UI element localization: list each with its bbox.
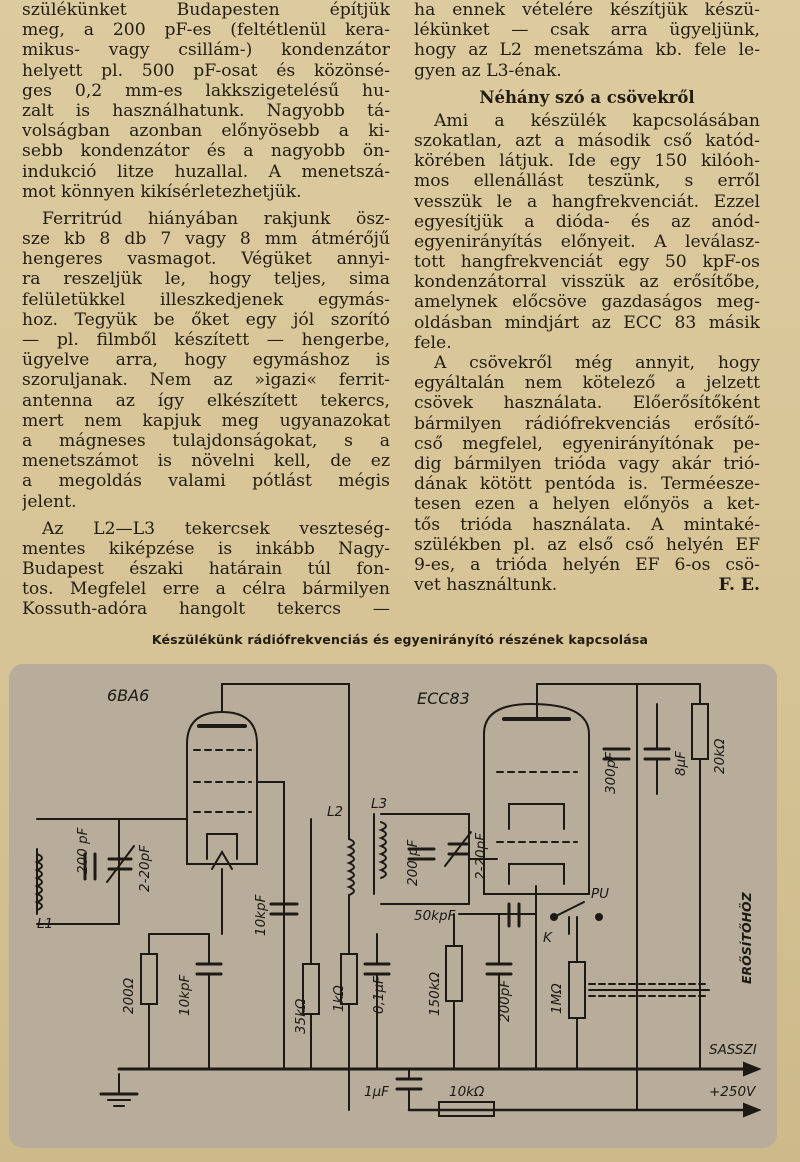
label-chassis: SASSZI bbox=[709, 1042, 757, 1058]
label-1uf: 1μF bbox=[364, 1084, 389, 1100]
text-line: mert nem kapjuk meg ugyanazokat bbox=[22, 410, 390, 431]
resistor-200-ohm bbox=[141, 954, 157, 1004]
capacitor-8uf bbox=[645, 704, 669, 794]
text-line: ha ennek vételére készítjük készü- bbox=[414, 0, 760, 20]
label-0-1uf: 0,1μF bbox=[371, 976, 387, 1014]
closing-text: vet használtunk. bbox=[414, 575, 558, 596]
text-line: mot könnyen kikísérletezhetjük. bbox=[22, 181, 302, 202]
text-line: tesen ezen a helyen előnyös a ket- bbox=[414, 494, 760, 515]
text-line: egyenirányítás előnyeit. A leválasz- bbox=[414, 231, 760, 252]
text-line: hogy az L2 menetszáma kb. fele le- bbox=[414, 40, 760, 61]
section-heading: Néhány szó a csövekről bbox=[479, 87, 695, 107]
label-200pf-2: 200 pF bbox=[405, 839, 421, 886]
text-line: lékünket — csak arra ügyeljünk, bbox=[414, 20, 760, 41]
label-10kpf-a: 10kpF bbox=[253, 894, 269, 936]
tube1-plate-wire bbox=[222, 684, 349, 819]
text-line: volságban azonban előnyösebb a ki- bbox=[22, 121, 390, 142]
capacitor-10kpf-b bbox=[197, 934, 221, 1069]
text-line: egyáltalán nem kötelező a jelzett bbox=[414, 373, 760, 394]
text-line: Az L2—L3 tekercsek veszteség- bbox=[42, 518, 390, 539]
text-line: szülékünket Budapesten építjük bbox=[22, 0, 390, 20]
tube-6ba6 bbox=[187, 712, 257, 869]
article-left-column bbox=[22, 0, 390, 620]
text-line: mos ellenállást teszünk, s erről bbox=[414, 171, 760, 192]
text-line: szoruljanak. Nem az »igazi« ferrit- bbox=[22, 370, 390, 391]
text-line: szülékben pl. az első cső helyén EF bbox=[414, 534, 760, 555]
label-10k: 10kΩ bbox=[449, 1084, 485, 1100]
text-line: sebb kondenzátor és a nagyobb ön- bbox=[22, 141, 390, 162]
text-line: tős trióda használata. A mintaké- bbox=[414, 514, 760, 535]
label-8uf: 8μF bbox=[673, 751, 689, 776]
label-pu: PU bbox=[591, 886, 610, 902]
text-line: indukció litze huzallal. A menetszá- bbox=[22, 161, 390, 182]
text-line: dig bármilyen trióda vagy akár trió- bbox=[414, 453, 760, 474]
text-line: hoz. Tegyük be őket egy jól szorító bbox=[22, 309, 390, 330]
label-tube-6ba6: 6BA6 bbox=[107, 686, 150, 705]
text-line: ges 0,2 mm-es lakkszigetelésű hu- bbox=[22, 80, 390, 101]
label-1m: 1MΩ bbox=[549, 983, 565, 1014]
text-line: A csövekről még annyit, hogy bbox=[434, 353, 760, 373]
label-10kpf-b: 10kpF bbox=[177, 974, 193, 1016]
circuit-schematic bbox=[9, 664, 777, 1148]
label-switch-k: K bbox=[543, 930, 552, 946]
label-20k: 20kΩ bbox=[712, 738, 728, 774]
text-line: zalt is használhatunk. Nagyobb tá- bbox=[22, 100, 390, 121]
text-line: a megoldás valami pótlást mégis bbox=[22, 471, 390, 492]
text-line: Ferritrúd hiányában rakjunk ösz- bbox=[42, 208, 390, 229]
label-l3: L3 bbox=[371, 796, 388, 812]
text-line: körében látjuk. Ide egy 150 kilóoh- bbox=[414, 151, 760, 172]
coil-l2 bbox=[349, 819, 354, 944]
tube-ecc83 bbox=[484, 684, 589, 894]
paragraph-gap bbox=[22, 512, 390, 519]
chassis-arrow bbox=[744, 1063, 759, 1075]
text-line: oldásban mindjárt az ECC 83 másik bbox=[414, 312, 760, 333]
text-line: szokatlan, azt a második cső katód- bbox=[414, 130, 760, 151]
trimmer-2-20pf-2 bbox=[445, 832, 471, 866]
paragraph-gap bbox=[22, 202, 390, 209]
text-line: antenna az így elkészített tekercs, bbox=[22, 390, 390, 411]
resistor-150k bbox=[446, 946, 462, 1001]
text-line: ügyelve arra, hogy egymáshoz is bbox=[22, 350, 390, 371]
resistor-20k bbox=[692, 704, 708, 759]
text-line: 9-es, a trióda helyén EF 6-os csö- bbox=[414, 554, 760, 575]
text-line: fele. bbox=[414, 332, 452, 353]
text-line: sze kb 8 db 7 vagy 8 mm átmérőjű bbox=[22, 229, 390, 250]
text-line: amelynek előcsöve gazdaságos meg- bbox=[414, 292, 760, 313]
text-line: gyen az L3-énak. bbox=[414, 60, 562, 81]
text-line: a mágneses tulajdonságokat, s a bbox=[22, 430, 390, 451]
text-line: helyett pl. 500 pF-osat és közönsé- bbox=[22, 60, 390, 81]
label-l1: L1 bbox=[37, 916, 54, 932]
label-tube-ecc83: ECC83 bbox=[417, 689, 470, 708]
b-plus-arrow bbox=[744, 1104, 759, 1116]
label-150k: 150kΩ bbox=[427, 972, 443, 1016]
text-line: Budapest északi határain túl fon- bbox=[22, 559, 390, 580]
label-l2: L2 bbox=[327, 804, 344, 820]
label-2-20pf-2: 2-20pF bbox=[473, 833, 489, 880]
text-line: Ami a készülék kapcsolásában bbox=[434, 110, 760, 131]
text-line: egyesítjük a dióda- és az anód- bbox=[414, 211, 760, 232]
label-200pf-3: 200pF bbox=[497, 979, 513, 1022]
trimmer-2-20pf-1 bbox=[107, 846, 134, 882]
label-35k: 35kΩ bbox=[293, 998, 309, 1034]
text-line: cső megfelel, egyenirányítónak pe- bbox=[414, 433, 760, 454]
label-to-amplifier: ERŐSÍTŐHÖZ bbox=[739, 892, 754, 984]
text-line: dának kötött pentóda is. Terméesze- bbox=[414, 474, 760, 495]
circuit-diagram bbox=[9, 664, 777, 1148]
label-50kpf: 50kpF bbox=[414, 908, 456, 924]
text-line: — pl. filmből készített — hengerbe, bbox=[22, 330, 390, 350]
author-signature: F. E. bbox=[718, 575, 760, 596]
text-line: kondenzátorral visszük az erősítőbe, bbox=[414, 272, 760, 293]
text-line: bármilyen rádiófrekvenciás erősítő- bbox=[414, 413, 760, 434]
article-right-column bbox=[414, 0, 760, 595]
label-200-ohm: 200Ω bbox=[121, 977, 137, 1014]
label-1k: 1kΩ bbox=[331, 985, 347, 1012]
text-line: tott hangfrekvenciát egy 50 kpF-os bbox=[414, 252, 760, 273]
ground-symbol bbox=[101, 1074, 137, 1106]
potentiometer-1m bbox=[569, 962, 585, 1018]
text-line: jelent. bbox=[22, 491, 77, 512]
label-2-20pf-1: 2-20pF bbox=[137, 845, 153, 892]
label-b-plus-250v: +250V bbox=[709, 1084, 756, 1100]
text-line: mentes kiképzése is inkább Nagy- bbox=[22, 538, 390, 559]
text-line: tos. Megfelel erre a célra bármilyen bbox=[22, 579, 390, 600]
capacitor-1uf bbox=[397, 1069, 421, 1110]
signature-line bbox=[414, 575, 760, 595]
text-line: hengeres vasmagot. Végüket annyi- bbox=[22, 249, 390, 270]
text-line: meg, a 200 pF-es (feltétlenül kera- bbox=[22, 20, 390, 41]
text-line: ra reszeljük le, hogy teljes, sima bbox=[22, 269, 390, 290]
label-200pf-1: 200 pF bbox=[75, 827, 91, 874]
text-line: vesszük le a hangfrekvenciát. Ezzel bbox=[414, 191, 760, 212]
text-line: Kossuth-adóra hangolt tekercs — bbox=[22, 599, 390, 620]
text-line: csövek használata. Előerősítőként bbox=[414, 393, 760, 414]
text-line: felületükkel illeszkedjenek egymás- bbox=[22, 289, 390, 310]
text-line: mikus- vagy csillám-) kondenzátor bbox=[22, 40, 390, 61]
label-300pf: 300pF bbox=[603, 751, 619, 794]
figure-caption: Készülékünk rádiófrekvenciás és egyenirányító részének kapcsolása bbox=[151, 632, 649, 647]
text-line: menetszámot is növelni kell, de ez bbox=[22, 451, 390, 472]
